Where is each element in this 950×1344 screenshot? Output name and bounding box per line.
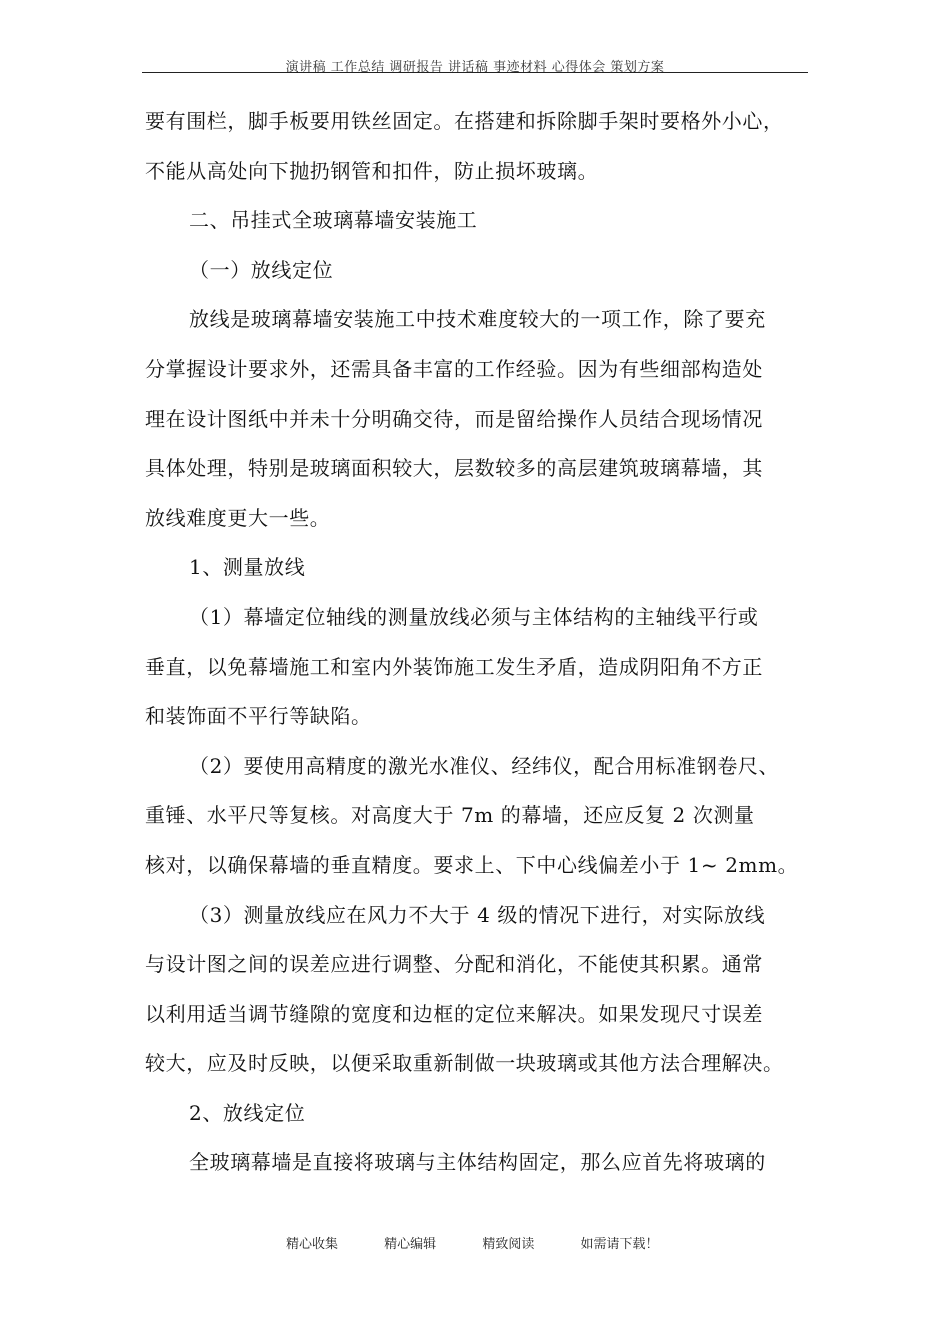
paragraph-line: 重锤、水平尺等复核。对高度大于 7m 的幕墙，还应反复 2 次测量 [145, 803, 755, 828]
item-heading: 2、放线定位 [189, 1100, 306, 1125]
footer-item: 精心收集 [286, 1237, 339, 1252]
paragraph-line: 全玻璃幕墙是直接将玻璃与主体结构固定，那么应首先将玻璃的 [189, 1150, 766, 1175]
header-divider [142, 72, 808, 73]
paragraph-line: 垂直，以免幕墙施工和室内外装饰施工发生矛盾，造成阴阳角不方正 [145, 654, 763, 679]
paragraph-line: 核对，以确保幕墙的垂直精度。要求上、下中心线偏差小于 1~ 2mm。 [145, 852, 799, 877]
paragraph-line: 与设计图之间的误差应进行调整、分配和消化，不能使其积累。通常 [145, 952, 763, 977]
paragraph-line: （3）测量放线应在风力不大于 4 级的情况下进行，对实际放线 [189, 902, 766, 927]
paragraph-line: 不能从高处向下抛扔钢管和扣件，防止损坏玻璃。 [145, 158, 599, 183]
paragraph-line: 以利用适当调节缝隙的宽度和边框的定位来解决。如果发现尺寸误差 [145, 1001, 763, 1026]
paragraph-line: 较大，应及时反映，以便采取重新制做一块玻璃或其他方法合理解决。 [145, 1051, 784, 1076]
paragraph-line: 理在设计图纸中并未十分明确交待，而是留给操作人员结合现场情况 [145, 406, 763, 431]
paragraph-line: 要有围栏，脚手板要用铁丝固定。在搭建和拆除脚手架时要格外小心， [145, 109, 784, 133]
paragraph-line: 放线难度更大一些。 [145, 505, 331, 530]
footer-item: 精心编辑 [384, 1237, 437, 1252]
subsection-heading: （一）放线定位 [189, 257, 334, 282]
page-footer [286, 1233, 658, 1252]
footer-item: 如需请下载！ [580, 1237, 659, 1252]
paragraph-line: 分掌握设计要求外，还需具备丰富的工作经验。因为有些细部构造处 [145, 356, 763, 381]
footer-item: 精致阅读 [482, 1237, 535, 1252]
section-heading: 二、吊挂式全玻璃幕墙安装施工 [189, 208, 478, 233]
paragraph-line: （1）幕墙定位轴线的测量放线必须与主体结构的主轴线平行或 [189, 604, 759, 629]
paragraph-line: 具体处理，特别是玻璃面积较大，层数较多的高层建筑玻璃幕墙，其 [145, 456, 763, 481]
header-categories: 演讲稿 工作总结 调研报告 讲话稿 事迹材料 心得体会 策划方案 [285, 60, 665, 75]
item-heading: 1、测量放线 [189, 555, 306, 580]
paragraph-line: 和装饰面不平行等缺陷。 [145, 704, 372, 729]
paragraph-line: 放线是玻璃幕墙安装施工中技术难度较大的一项工作，除了要充 [189, 307, 766, 332]
paragraph-line: （2）要使用高精度的激光水准仪、经纬仪，配合用标准钢卷尺、 [189, 753, 780, 778]
document-body [145, 97, 813, 1188]
